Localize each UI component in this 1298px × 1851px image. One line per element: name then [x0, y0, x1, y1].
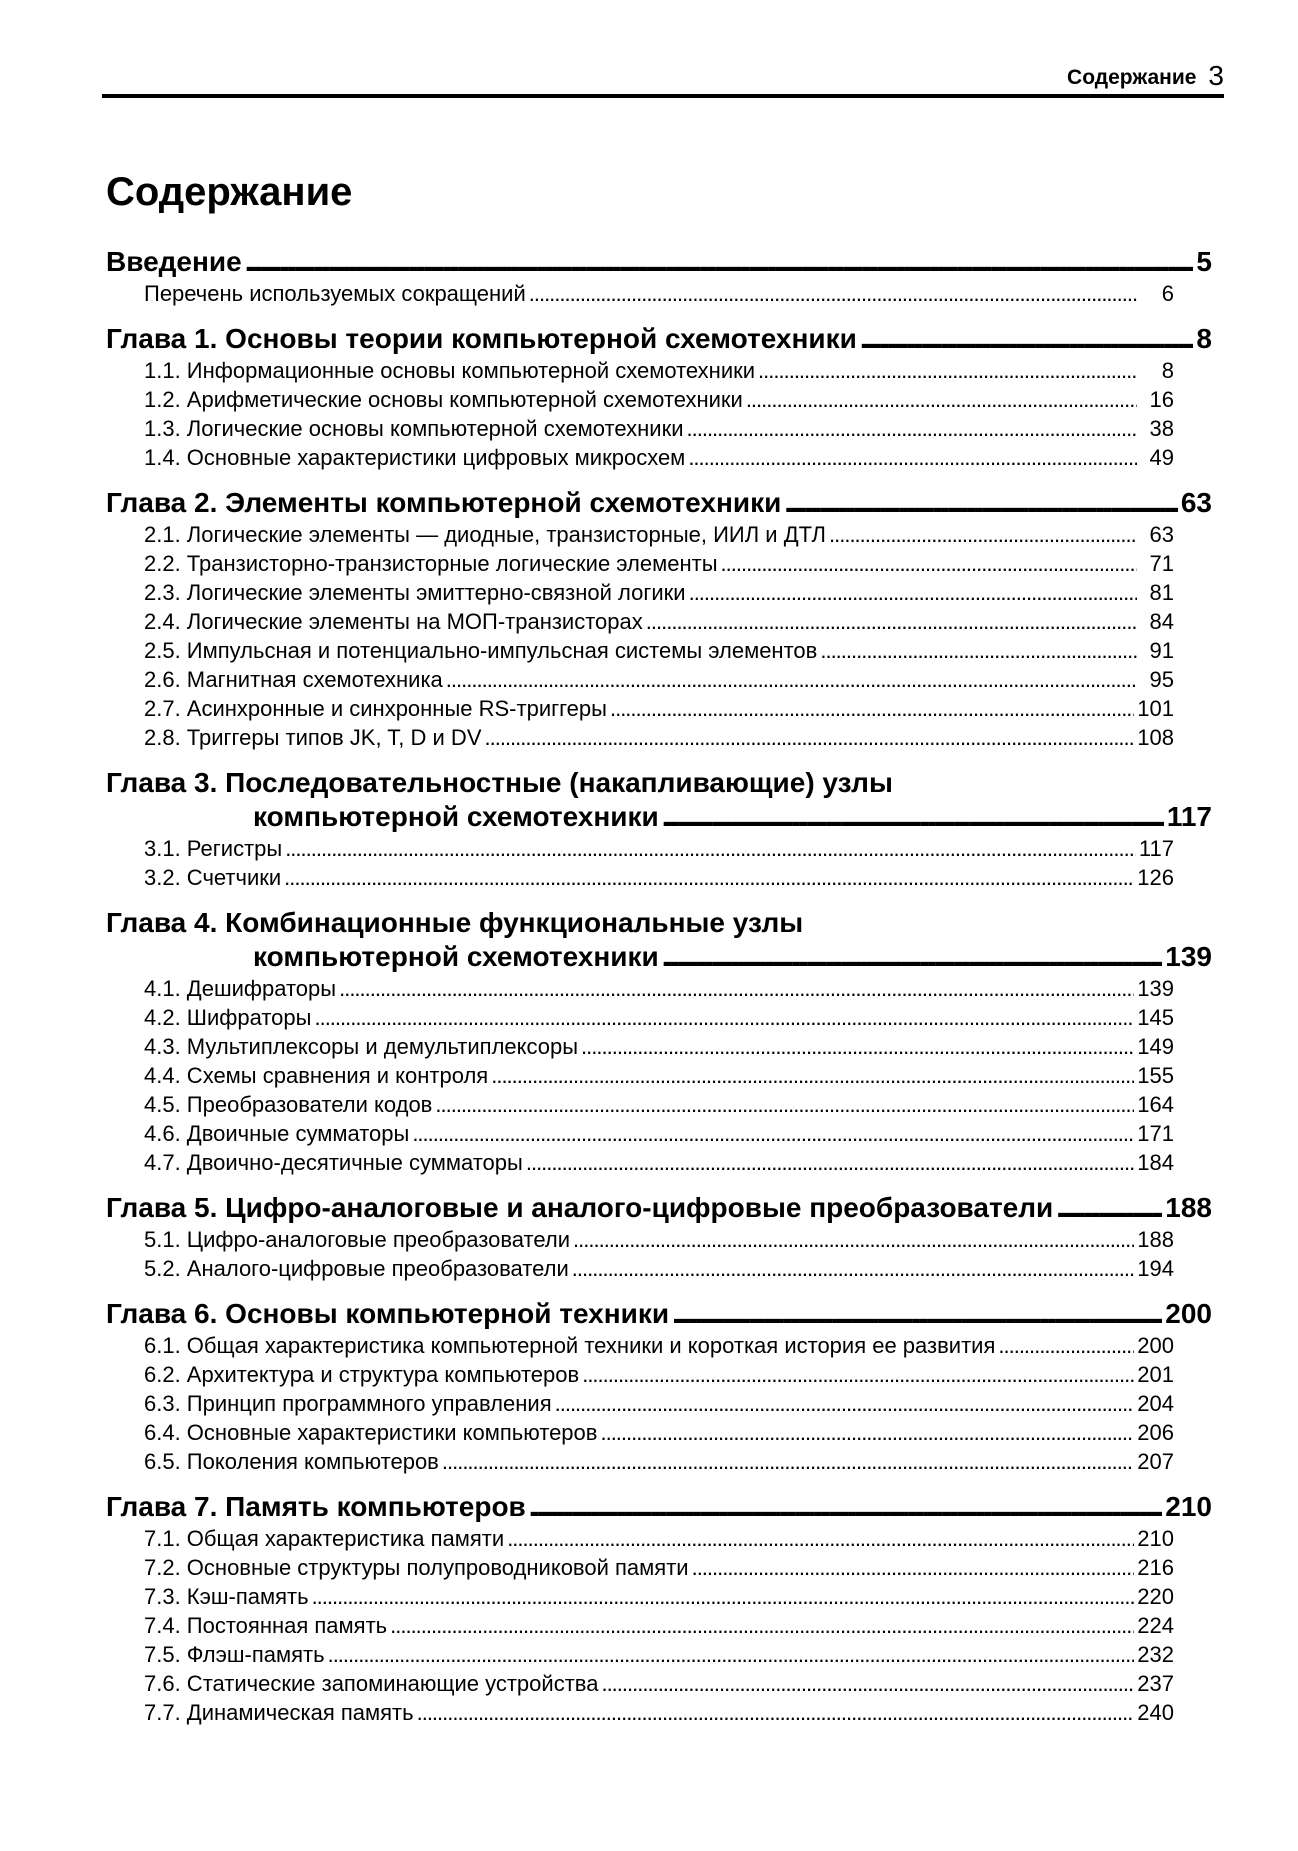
- toc-chapter-title: компьютерной схемотехники: [253, 941, 659, 972]
- toc-section-title: 1.3. Логические основы компьютерной схемотехники: [144, 416, 684, 441]
- toc-page-number: 8: [1161, 358, 1174, 383]
- toc-section-title: 4.1. Дешифраторы: [144, 976, 337, 1001]
- dot-leader: [442, 1447, 1134, 1476]
- toc-section[interactable]: [106, 1032, 1174, 1061]
- dot-leader: [581, 1032, 1134, 1061]
- dot-leader: [284, 863, 1134, 892]
- toc-section[interactable]: [106, 1669, 1174, 1698]
- dot-leader: [601, 1669, 1134, 1698]
- toc-page-number: 200: [1165, 1298, 1212, 1329]
- toc-section[interactable]: [106, 1090, 1174, 1119]
- toc-section-title: 7.5. Флэш-память: [144, 1642, 325, 1667]
- toc-section-title: 7.3. Кэш-память: [144, 1584, 309, 1609]
- running-header-title: Содержание: [1067, 66, 1197, 89]
- toc-section-title: 7.7. Динамическая память: [144, 1700, 414, 1725]
- dot-leader: [529, 279, 1137, 308]
- toc-chapter-6[interactable]: [106, 1297, 1212, 1331]
- toc-section[interactable]: [106, 356, 1174, 385]
- toc-page-number: 108: [1137, 725, 1174, 750]
- dot-leader: [582, 1360, 1134, 1389]
- toc-page-number: 95: [1149, 667, 1174, 692]
- page-number: 3: [1208, 60, 1224, 91]
- toc-section-title: 6.3. Принцип программного управления: [144, 1391, 552, 1416]
- dot-leader: [610, 694, 1134, 723]
- toc-section[interactable]: [106, 665, 1174, 694]
- dot-leader: [390, 1611, 1134, 1640]
- toc-section[interactable]: [106, 1418, 1174, 1447]
- toc-page-number: 237: [1137, 1671, 1174, 1696]
- toc-section[interactable]: [106, 1698, 1174, 1727]
- toc-page-number: 240: [1137, 1700, 1174, 1725]
- toc-section[interactable]: [106, 723, 1174, 752]
- dot-leader: [312, 1582, 1135, 1611]
- dot-leader: [412, 1119, 1134, 1148]
- toc-section-title: 2.8. Триггеры типов JK, T, D и DV: [144, 725, 482, 750]
- dot-leader: [784, 486, 1178, 520]
- toc-page-number: 149: [1137, 1034, 1174, 1059]
- dot-leader: [820, 636, 1137, 665]
- dot-leader: [507, 1524, 1134, 1553]
- toc-page-number: 117: [1138, 836, 1174, 861]
- toc-section[interactable]: [106, 443, 1174, 472]
- toc-section[interactable]: [106, 607, 1174, 636]
- page-title: Содержание: [106, 170, 353, 214]
- toc-section-title: 4.3. Мультиплексоры и демультиплексоры: [144, 1034, 579, 1059]
- toc-section-title: 2.1. Логические элементы — диодные, транзисторные, ИИЛ и ДТЛ: [144, 522, 826, 547]
- toc-page-number: 63: [1149, 522, 1174, 547]
- toc-page-number: 49: [1149, 445, 1174, 470]
- dot-leader: [860, 322, 1194, 356]
- toc-section-title: 1.2. Арифметические основы компьютерной схемотехники: [144, 387, 743, 412]
- toc-page-number: 8: [1196, 323, 1212, 354]
- toc-section[interactable]: [106, 279, 1174, 308]
- toc-page-number: 204: [1137, 1391, 1174, 1416]
- toc-section-title: 4.4. Схемы сравнения и контроля: [144, 1063, 489, 1088]
- toc-page-number: 16: [1149, 387, 1174, 412]
- toc-section[interactable]: [106, 974, 1174, 1003]
- toc-chapter-title: Глава 6. Основы компьютерной техники: [106, 1298, 670, 1329]
- toc-chapter-4-title-line1[interactable]: Глава 4. Комбинационные функциональные узлы: [106, 907, 804, 938]
- toc-chapter-title: Введение: [106, 246, 242, 277]
- toc-page-number: 188: [1137, 1227, 1174, 1252]
- dot-leader: [485, 723, 1135, 752]
- toc-section[interactable]: [106, 1360, 1174, 1389]
- table-of-contents: [106, 245, 1212, 1727]
- toc-section-title: 3.1. Регистры: [144, 836, 283, 861]
- toc-chapter-2[interactable]: [106, 486, 1212, 520]
- dot-leader: [314, 1003, 1134, 1032]
- toc-section-title: 2.3. Логические элементы эмиттерно-связной логики: [144, 580, 686, 605]
- toc-section[interactable]: [106, 1331, 1174, 1360]
- toc-page-number: 164: [1137, 1092, 1174, 1117]
- toc-page-number: 201: [1137, 1362, 1174, 1387]
- dot-leader: [687, 414, 1138, 443]
- toc-page-number: 38: [1149, 416, 1174, 441]
- dot-leader: [555, 1389, 1135, 1418]
- dot-leader: [328, 1640, 1135, 1669]
- toc-section-title: 4.7. Двоично-десятичные сумматоры: [144, 1150, 523, 1175]
- toc-chapter-title: Глава 2. Элементы компьютерной схемотехники: [106, 487, 782, 518]
- toc-section-title: 2.4. Логические элементы на МОП-транзисторах: [144, 609, 643, 634]
- dot-leader: [829, 520, 1137, 549]
- toc-chapter-3[interactable]: [106, 800, 1212, 834]
- dot-leader: [285, 834, 1136, 863]
- toc-section-title: 2.7. Асинхронные и синхронные RS-триггеры: [144, 696, 607, 721]
- toc-page-number: 139: [1165, 941, 1212, 972]
- dot-leader: [646, 607, 1137, 636]
- running-header: [102, 58, 1224, 98]
- toc-chapter-4[interactable]: [106, 940, 1212, 974]
- toc-chapter-7[interactable]: [106, 1490, 1212, 1524]
- toc-page-number: 139: [1137, 976, 1174, 1001]
- toc-chapter-title: Глава 5. Цифро-аналоговые и аналого-цифровые преобразователи: [106, 1192, 1054, 1223]
- toc-page-number: 194: [1137, 1256, 1174, 1281]
- dot-leader: [758, 356, 1137, 385]
- toc-section-title: 1.1. Информационные основы компьютерной схемотехники: [144, 358, 756, 383]
- toc-page-number: 210: [1137, 1526, 1174, 1551]
- dot-leader: [692, 1553, 1135, 1582]
- dot-leader: [998, 1331, 1134, 1360]
- toc-page-number: 171: [1137, 1121, 1174, 1146]
- dot-leader: [446, 665, 1137, 694]
- toc-section-title: 6.1. Общая характеристика компьютерной техники и короткая история ее развития: [144, 1333, 996, 1358]
- toc-section-title: 7.6. Статические запоминающие устройства: [144, 1671, 599, 1696]
- toc-section[interactable]: [106, 1225, 1174, 1254]
- toc-page-number: 63: [1180, 487, 1212, 518]
- toc-section[interactable]: [106, 549, 1174, 578]
- toc-page-number: 188: [1165, 1192, 1212, 1223]
- toc-chapter-title: компьютерной схемотехники: [253, 801, 659, 832]
- toc-section[interactable]: [106, 636, 1174, 665]
- toc-section-title: 7.4. Постоянная память: [144, 1613, 388, 1638]
- toc-page-number: 155: [1137, 1063, 1174, 1088]
- dot-leader: [1056, 1191, 1162, 1225]
- toc-chapter-3-title-line1[interactable]: Глава 3. Последовательностные (накапливающие) узлы: [106, 767, 893, 798]
- dot-leader: [600, 1418, 1134, 1447]
- toc-section[interactable]: [106, 1254, 1174, 1283]
- dot-leader: [721, 549, 1137, 578]
- toc-page-number: 91: [1149, 638, 1174, 663]
- toc-section-title: 2.6. Магнитная схемотехника: [144, 667, 443, 692]
- toc-section[interactable]: [106, 834, 1174, 863]
- toc-page-number: 210: [1165, 1491, 1212, 1522]
- toc-page-number: 184: [1137, 1150, 1174, 1175]
- dot-leader: [417, 1698, 1135, 1727]
- toc-section-title: 2.2. Транзисторно-транзисторные логические элементы: [144, 551, 718, 576]
- toc-section[interactable]: [106, 1148, 1174, 1177]
- toc-page-number: 81: [1149, 580, 1174, 605]
- toc-page-number: 216: [1137, 1555, 1174, 1580]
- toc-chapter-intro[interactable]: [106, 245, 1212, 279]
- dot-leader: [662, 940, 1163, 974]
- toc-page-number: 200: [1137, 1333, 1174, 1358]
- toc-chapter-1[interactable]: [106, 322, 1212, 356]
- toc-section-title: 3.2. Счетчики: [144, 865, 282, 890]
- toc-section[interactable]: [106, 1524, 1174, 1553]
- toc-page-number: 224: [1137, 1613, 1174, 1638]
- toc-section[interactable]: [106, 863, 1174, 892]
- toc-page-number: 145: [1137, 1005, 1174, 1030]
- toc-section-title: Перечень используемых сокращений: [144, 281, 526, 306]
- toc-section[interactable]: [106, 1582, 1174, 1611]
- toc-section-title: 5.1. Цифро-аналоговые преобразователи: [144, 1227, 571, 1252]
- toc-chapter-title: Глава 7. Память компьютеров: [106, 1491, 526, 1522]
- dot-leader: [688, 443, 1137, 472]
- toc-chapter-title: Глава 1. Основы теории компьютерной схемотехники: [106, 323, 857, 354]
- dot-leader: [529, 1490, 1163, 1524]
- toc-section[interactable]: [106, 1640, 1174, 1669]
- toc-section[interactable]: [106, 520, 1174, 549]
- dot-leader: [689, 578, 1137, 607]
- toc-page-number: 206: [1137, 1420, 1174, 1445]
- toc-page-number: 6: [1161, 281, 1174, 306]
- toc-section[interactable]: [106, 1119, 1174, 1148]
- toc-chapter-5[interactable]: [106, 1191, 1212, 1225]
- toc-page-number: 117: [1166, 801, 1212, 832]
- toc-section-title: 6.5. Поколения компьютеров: [144, 1449, 439, 1474]
- dot-leader: [746, 385, 1137, 414]
- dot-leader: [672, 1297, 1162, 1331]
- toc-page-number: 101: [1137, 696, 1174, 721]
- toc-section-title: 6.4. Основные характеристики компьютеров: [144, 1420, 598, 1445]
- dot-leader: [491, 1061, 1134, 1090]
- toc-section-title: 1.4. Основные характеристики цифровых микросхем: [144, 445, 686, 470]
- dot-leader: [526, 1148, 1134, 1177]
- dot-leader: [435, 1090, 1134, 1119]
- toc-section-title: 2.5. Импульсная и потенциально-импульсная системы элементов: [144, 638, 818, 663]
- toc-section-title: 4.5. Преобразователи кодов: [144, 1092, 433, 1117]
- toc-section[interactable]: [106, 1003, 1174, 1032]
- toc-section-title: 7.2. Основные структуры полупроводниковой памяти: [144, 1555, 689, 1580]
- toc-section-title: 6.2. Архитектура и структура компьютеров: [144, 1362, 580, 1387]
- toc-page-number: 71: [1149, 551, 1174, 576]
- toc-section[interactable]: [106, 1061, 1174, 1090]
- toc-section-title: 4.2. Шифраторы: [144, 1005, 312, 1030]
- toc-page-number: 5: [1196, 246, 1212, 277]
- toc-page-number: 84: [1149, 609, 1174, 634]
- toc-page-number: 220: [1137, 1584, 1174, 1609]
- dot-leader: [339, 974, 1134, 1003]
- toc-section[interactable]: [106, 1447, 1174, 1476]
- dot-leader: [245, 245, 1194, 279]
- toc-section[interactable]: [106, 578, 1174, 607]
- toc-section[interactable]: [106, 1611, 1174, 1640]
- toc-section[interactable]: [106, 414, 1174, 443]
- toc-section[interactable]: [106, 1553, 1174, 1582]
- toc-page-number: 207: [1137, 1449, 1174, 1474]
- dot-leader: [662, 800, 1164, 834]
- toc-section-title: 7.1. Общая характеристика памяти: [144, 1526, 505, 1551]
- dot-leader: [573, 1225, 1134, 1254]
- toc-page-number: 126: [1137, 865, 1174, 890]
- toc-page-number: 232: [1137, 1642, 1174, 1667]
- dot-leader: [572, 1254, 1135, 1283]
- toc-section-title: 4.6. Двоичные сумматоры: [144, 1121, 410, 1146]
- toc-section-title: 5.2. Аналого-цифровые преобразователи: [144, 1256, 569, 1281]
- toc-section[interactable]: [106, 1389, 1174, 1418]
- toc-section[interactable]: [106, 385, 1174, 414]
- toc-section[interactable]: [106, 694, 1174, 723]
